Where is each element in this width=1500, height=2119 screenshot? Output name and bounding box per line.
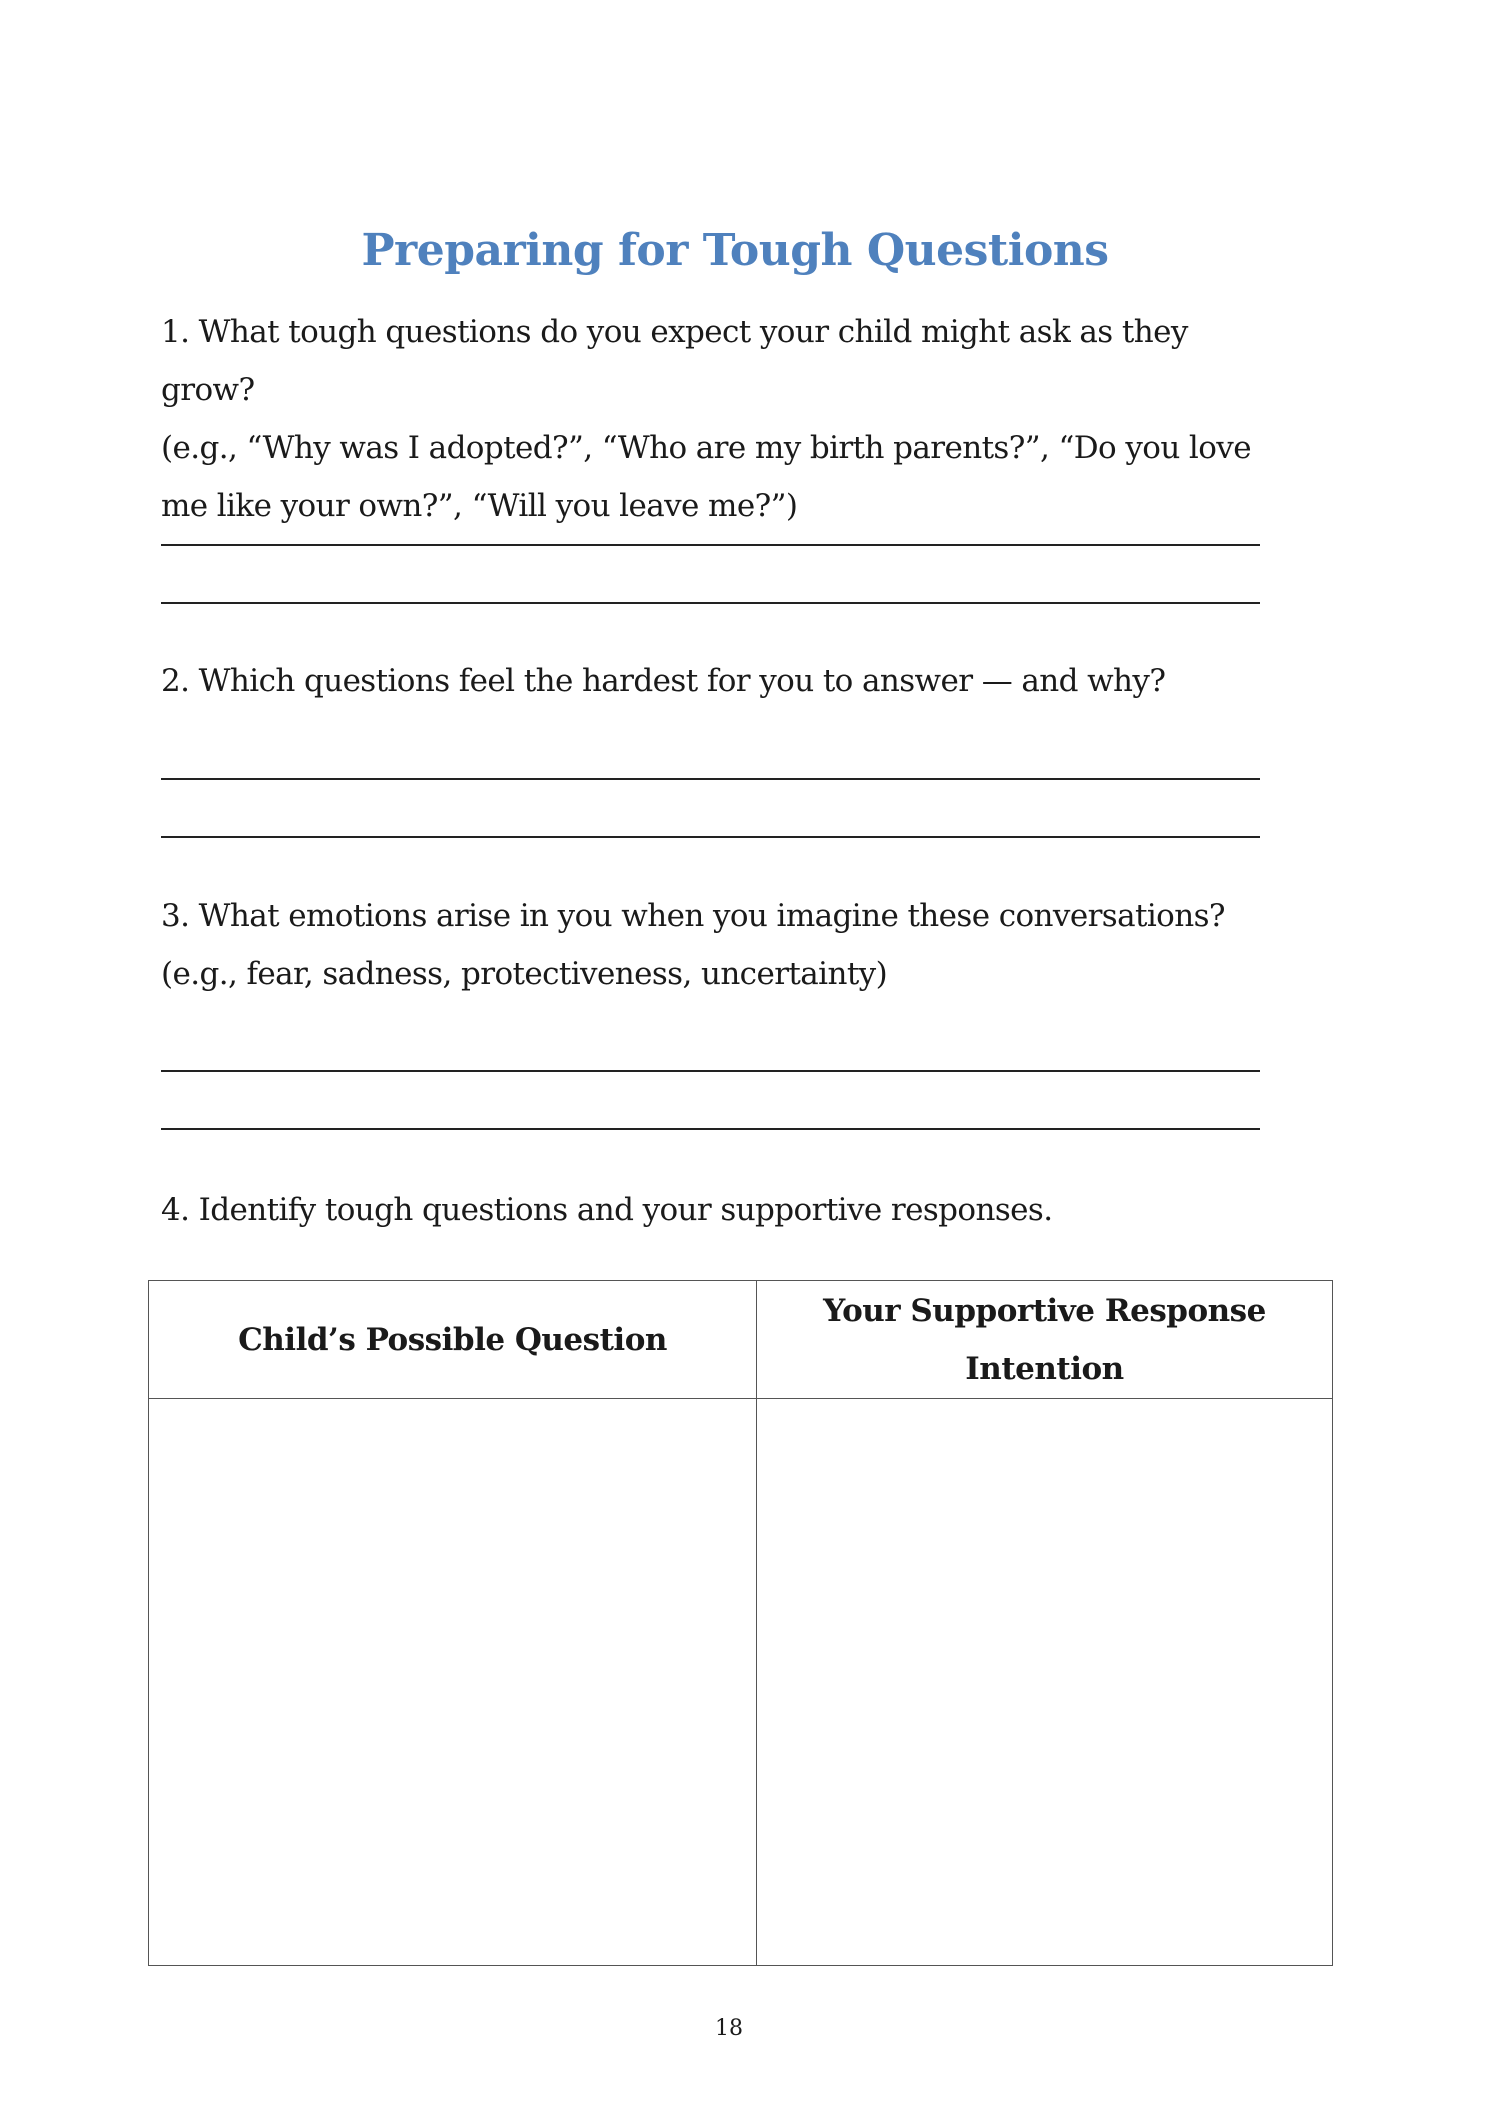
question-1-line-1: 1. What tough questions do you expect your child might ask as they grow?	[161, 314, 1188, 408]
answer-line-2b[interactable]	[161, 836, 1260, 838]
question-2-line-1: 2. Which questions feel the hardest for you to answer — and why?	[161, 663, 1166, 699]
page-number: 18	[715, 2016, 743, 2041]
answer-line-1a[interactable]	[161, 544, 1260, 546]
cell-childs-question[interactable]	[149, 1399, 757, 1966]
question-1-line-2: (e.g., “Why was I adopted?”, “Who are my birth parents?”, “Do you love	[161, 430, 1251, 466]
answer-line-3a[interactable]	[161, 1070, 1260, 1072]
cell-supportive-response[interactable]	[757, 1399, 1333, 1966]
question-1-line-3: me like your own?”, “Will you leave me?”)	[161, 488, 798, 524]
question-2	[161, 652, 1281, 710]
header-supportive-response	[757, 1281, 1333, 1399]
response-table	[148, 1280, 1333, 1966]
answer-line-3b[interactable]	[161, 1128, 1260, 1130]
question-4-line-1: 4. Identify tough questions and your supportive responses.	[161, 1192, 1053, 1228]
question-3	[161, 887, 1281, 1003]
answer-line-1b[interactable]	[161, 602, 1260, 604]
page-title: Preparing for Tough Questions	[361, 225, 1109, 277]
question-1	[161, 303, 1281, 535]
answer-line-2a[interactable]	[161, 778, 1260, 780]
table-header-row	[149, 1281, 1333, 1399]
question-3-line-1: 3. What emotions arise in you when you imagine these conversations?	[161, 898, 1225, 934]
question-4	[161, 1181, 1281, 1239]
question-3-line-2: (e.g., fear, sadness, protectiveness, uncertainty)	[161, 956, 888, 992]
header-supportive-response-text: Your Supportive Response Intention	[823, 1292, 1266, 1387]
header-childs-question: Child’s Possible Question	[149, 1281, 757, 1399]
table-row	[149, 1399, 1333, 1966]
